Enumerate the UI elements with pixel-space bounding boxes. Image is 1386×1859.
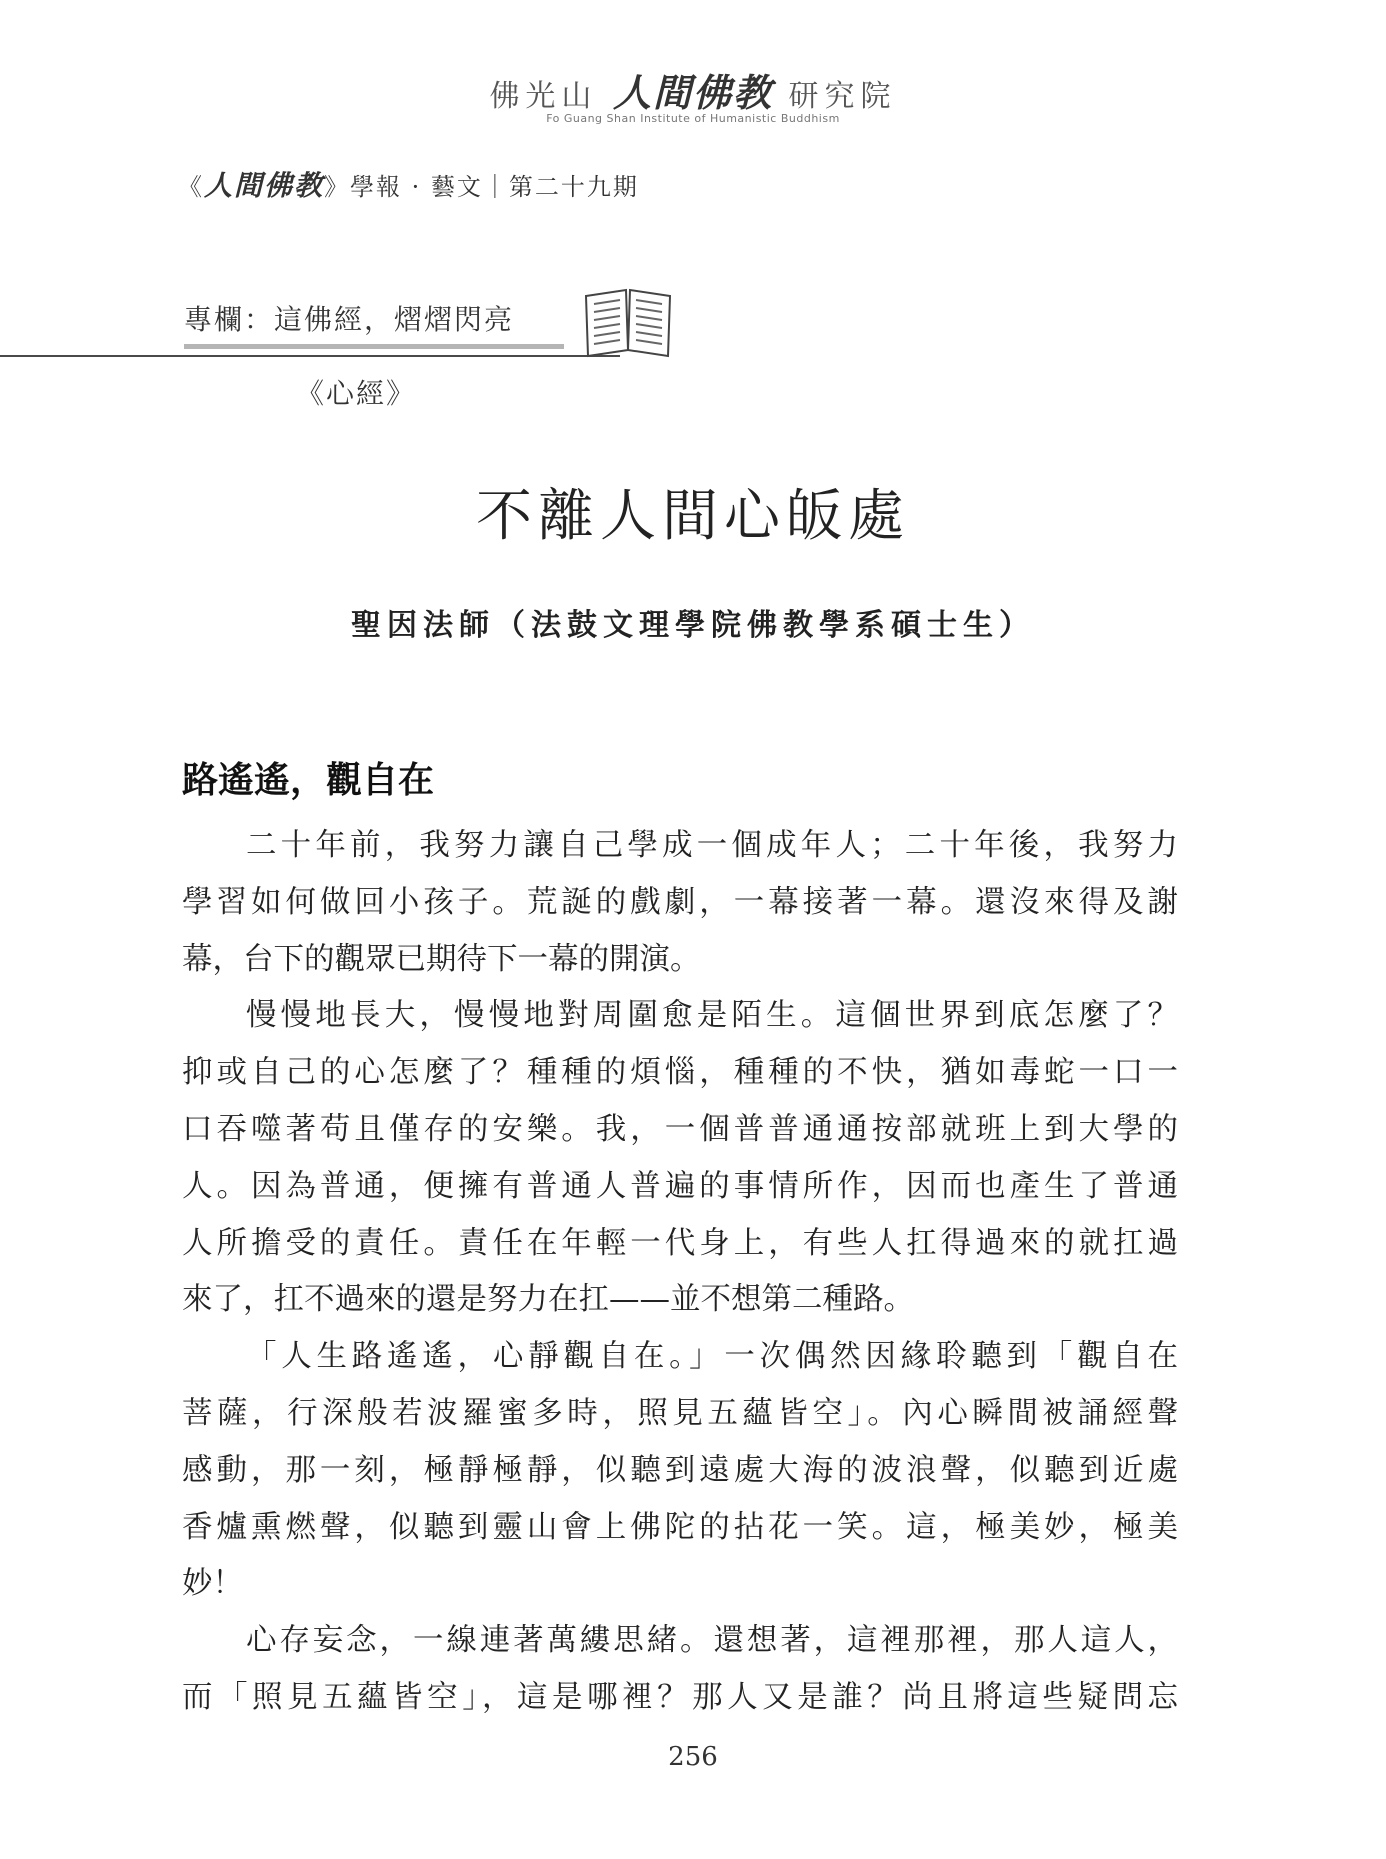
body-line: 口吞噬著苟且僅存的安樂。我，一個普普通通按部就班上到大學的	[182, 1111, 1178, 1147]
institute-header	[0, 62, 1386, 117]
journal-running-head	[178, 164, 639, 204]
article-body	[182, 818, 1178, 1727]
journal-brand-logo: 人間佛教	[204, 169, 325, 202]
body-line: 而「照見五蘊皆空」，這是哪裡？那人又是誰？尚且將這些疑問忘	[182, 1679, 1178, 1715]
header-rule	[0, 355, 620, 357]
article-title: 不離人間心皈處	[476, 484, 910, 549]
body-line: 幕，台下的觀眾已期待下一幕的開演。	[182, 941, 701, 977]
column-title: 專欄：這佛經，熠熠閃亮	[184, 303, 515, 336]
page-number: 256	[668, 1742, 718, 1772]
article-author: 聖因法師（法鼓文理學院佛教學系碩士生）	[351, 608, 1035, 643]
body-line: 人。因為普通，便擁有普通人普遍的事情所作，因而也產生了普通	[182, 1168, 1178, 1204]
institute-suffix: 研究院	[788, 79, 897, 114]
institute-prefix: 佛光山	[489, 79, 598, 114]
body-line: 香爐熏燃聲，似聽到靈山會上佛陀的拈花一笑。這，極美妙，極美	[182, 1509, 1178, 1545]
body-line: 學習如何做回小孩子。荒誕的戲劇，一幕接著一幕。還沒來得及謝	[182, 884, 1178, 920]
sutra-name: 《心經》	[296, 377, 417, 410]
section-heading: 路遙遙，觀自在	[182, 760, 435, 801]
body-line: 菩薩，行深般若波羅蜜多時，照見五蘊皆空」。內心瞬間被誦經聲	[182, 1395, 1178, 1431]
institute-brand-logo: 人間佛教	[612, 71, 773, 115]
body-line: 心存妄念，一線連著萬縷思緒。還想著，這裡那裡，那人這人，	[246, 1623, 1178, 1659]
body-line: 慢慢地長大，慢慢地對周圍愈是陌生。這個世界到底怎麼了？	[246, 998, 1178, 1034]
body-line: 抑或自己的心怎麼了？種種的煩惱，種種的不快，猶如毒蛇一口一	[182, 1055, 1178, 1091]
body-line: 二十年前，我努力讓自己學成一個成年人；二十年後，我努力	[246, 828, 1178, 863]
open-book-icon	[582, 286, 674, 358]
body-line: 妙！	[182, 1566, 243, 1602]
institute-english-name: Fo Guang Shan Institute of Humanistic Buddhism	[546, 112, 840, 125]
body-line: 「人生路遙遙，心靜觀自在。」一次偶然因緣聆聽到「觀自在	[246, 1339, 1178, 1375]
body-line: 人所擔受的責任。責任在年輕一代身上，有些人扛得過來的就扛過	[182, 1225, 1178, 1261]
journal-issue: 》學報 · 藝文｜第二十九期	[324, 173, 639, 201]
body-line: 來了，扛不過來的還是努力在扛——並不想第二種路。	[182, 1282, 914, 1318]
body-line: 感動，那一刻，極靜極靜，似聽到遠處大海的波浪聲，似聽到近處	[182, 1452, 1178, 1488]
journal-open-bracket: 《	[178, 173, 204, 201]
column-underline	[184, 344, 564, 349]
